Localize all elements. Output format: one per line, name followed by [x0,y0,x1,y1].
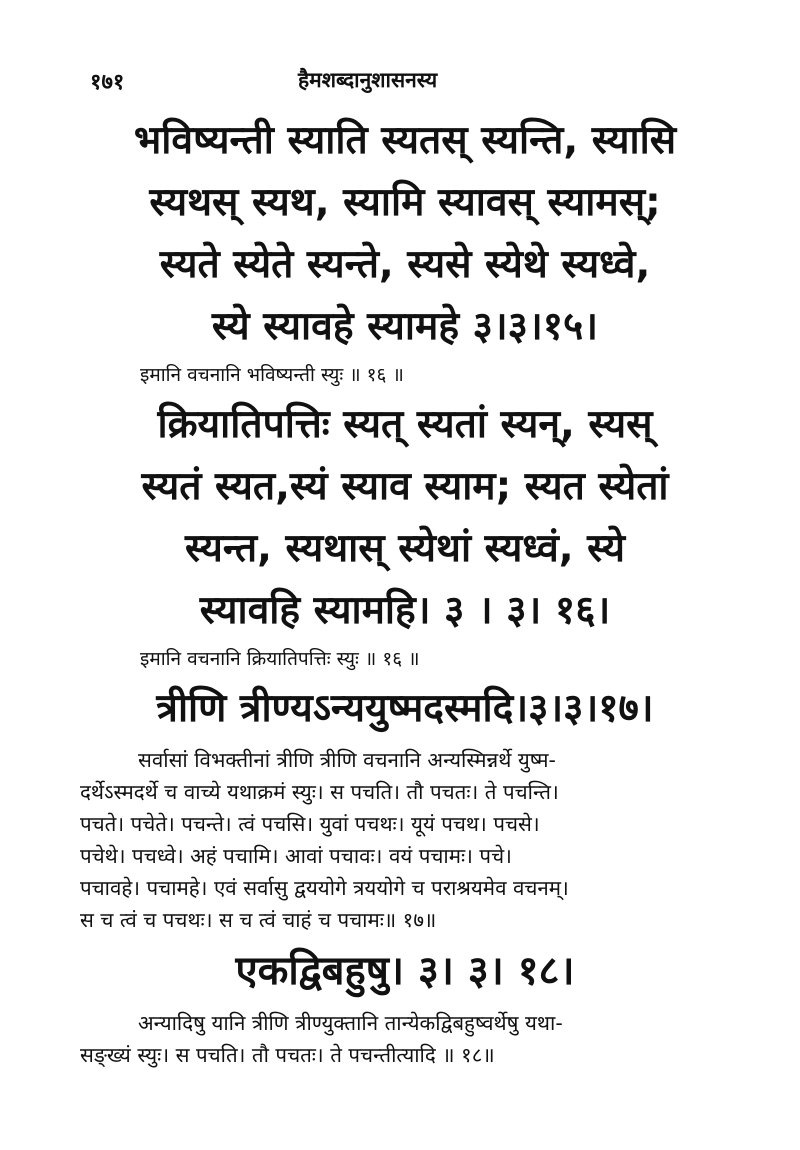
commentary-3-3-17 [80,744,730,936]
sutra-line: भविष्यन्ती स्याति स्यतस् स्यन्ति, स्यासि [133,118,677,163]
sutra-line: स्यते स्येते स्यन्ते, स्यसे स्येथे स्यध्वे, [159,242,651,287]
vrtti-3-3-15: इमानि वचनानि भविष्यन्ती स्युः ॥ १६ ॥ [140,364,404,386]
sutra-3-3-16 [80,394,730,642]
sutra-line: स्ये स्यावहे स्यामहे ३।३।१५। [211,304,599,349]
vrtti-3-3-16: इमानि वचनानि क्रियातिपत्तिः स्युः ॥ १६ ॥ [140,648,420,670]
commentary-line: अन्यादिषु यानि त्रीणि त्रीण्युक्तानि तान्येकद्विबहुष्वर्थेषु यथा- [138,1011,563,1035]
commentary-line: स च त्वं च पचथः। स च त्वं चाहं च पचामः॥ १७॥ [80,908,437,932]
sutra-line: एकद्विबहुषु। ३। ३। १८। [235,948,575,994]
sutra-line: स्यतं स्यत,स्यं स्याव स्याम; स्यत स्येतां [141,464,669,509]
running-title: हैमशब्दानुशासनस्य [298,68,438,92]
page-header [80,66,730,110]
sutra-3-3-18 [80,940,730,1003]
page-number: १७१ [90,70,125,95]
commentary-line: पचावहे। पचामहे। एवं सर्वासु द्वययोगे त्रययोगे च पराश्रयमेव वचनम्। [80,876,569,900]
sutra-3-3-15 [80,110,730,358]
sutra-line: स्यावहि स्यामहि। ३ । ३। १६। [199,588,611,633]
commentary-line: सङ्ख्यं स्युः। स पचति। तौ पचतः। ते पचन्तीत्यादि ॥ १८॥ [80,1043,495,1067]
commentary-line: दर्थेऽस्मदर्थे च वाच्ये यथाक्रमं स्युः। स पचति। तौ पचतः। ते पचन्ति। [80,780,559,804]
commentary-line: सर्वासां विभक्तीनां त्रीणि त्रीणि वचनानि अन्यस्मिन्नर्थे युष्म- [138,748,556,772]
sutra-3-3-17 [80,678,730,740]
sutra-line: स्यथस् स्यथ, स्यामि स्यावस् स्यामस्; [149,180,661,225]
sutra-line: क्रियातिपत्तिः स्यत् स्यतां स्यन्, स्यस् [157,402,653,447]
commentary-line: पचते। पचेते। पचन्ते। त्वं पचसि। युवां पचथः। यूयं पचथ। पचसे। [80,812,540,836]
commentary-line: पचेथे। पचध्वे। अहं पचामि। आवां पचावः। वयं पचामः। पचे। [80,844,512,868]
sutra-line: त्रीणि त्रीण्यऽन्ययुष्मदस्मदि।३।३।१७। [156,686,654,731]
commentary-3-3-18 [80,1007,730,1071]
sutra-line: स्यन्त, स्यथास् स्येथां स्यध्वं, स्ये [185,526,625,571]
